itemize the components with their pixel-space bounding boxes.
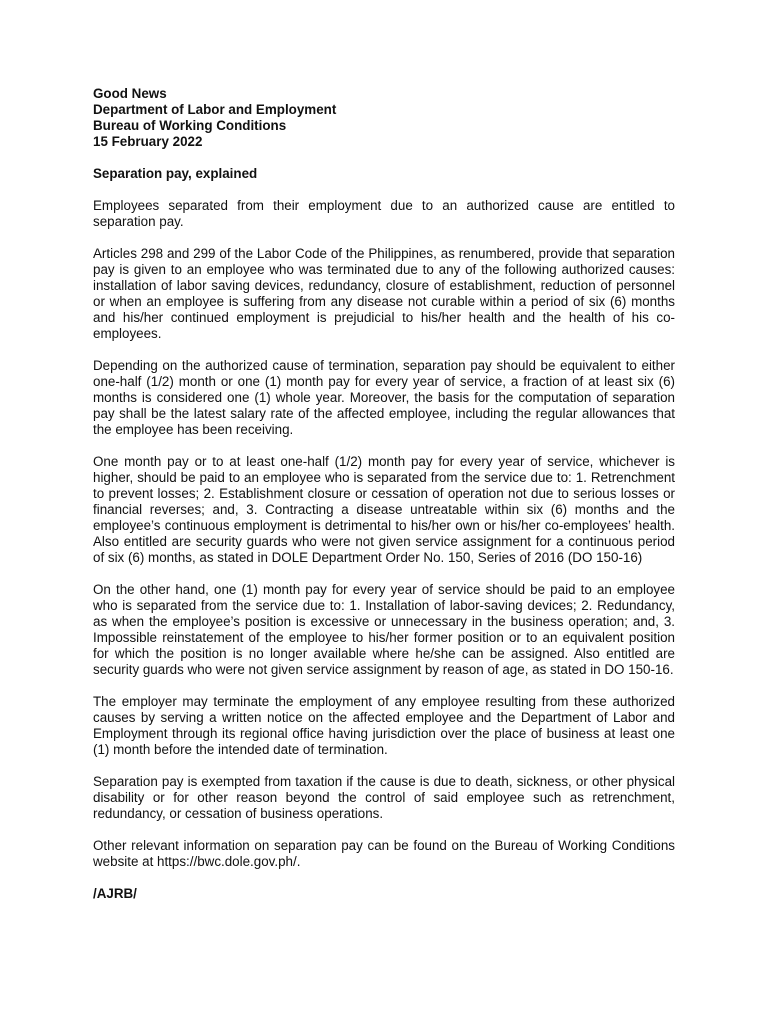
author-signature: /AJRB/ [93,886,137,901]
paragraph-6: The employer may terminate the employment of any employee resulting from these authorized causes by serving a written notice on the affected employee and the Department of Labor and Employment through its regional office having jurisdiction over the place of business at least one (1) month before the intended date of termination. [93,694,675,757]
paragraph-8: Other relevant information on separation pay can be found on the Bureau of Working Conditions website at https://bwc.dole.gov.ph/. [93,838,675,869]
document-title: Separation pay, explained [93,166,258,181]
header-department: Department of Labor and Employment [93,102,337,117]
paragraph-4: One month pay or to at least one-half (1/2) month pay for every year of service, whichever is higher, should be paid to an employee who is separated from the service due to: 1. Retrenchment to prevent losses; 2. Establishment closure or cessation of operation not due to serious losses or financial reverses; and, 3. Contracting a disease untreatable within six (6) months and the employee’s continuous employment is detrimental to his/her own or his/her co-employees’ health. Also entitled are security guards who were not given service assignment for a continuous period of six (6) months, as stated in DOLE Department Order No. 150, Series of 2016 (DO 150-16) [93,454,675,565]
paragraph-7: Separation pay is exempted from taxation if the cause is due to death, sickness, or other physical disability or for other reason beyond the control of said employee such as retrenchment, redundancy, or cessation of business operations. [93,774,675,821]
paragraph-1: Employees separated from their employment due to an authorized cause are entitled to separation pay. [93,198,675,229]
header-date: 15 February 2022 [93,134,203,149]
paragraph-2: Articles 298 and 299 of the Labor Code of the Philippines, as renumbered, provide that separation pay is given to an employee who was terminated due to any of the following authorized causes: installation of labor saving devices, redundancy, closure of establishment, reduction of personnel or when an employee is suffering from any disease not curable within a period of six (6) months and his/her continued employment is prejudicial to his/her health and the health of his co-employees. [93,246,675,341]
paragraph-5: On the other hand, one (1) month pay for every year of service should be paid to an employee who is separated from the service due to: 1. Installation of labor-saving devices; 2. Redundancy, as when the employee’s position is excessive or unnecessary in the business operation; and, 3. Impossible reinstatement of the employee to his/her former position or to an equivalent position for which the position is no longer available where he/she can be assigned. Also entitled are security guards who were not given service assignment by reason of age, as stated in DO 150-16. [93,582,675,677]
document-header [93,86,675,150]
document-page [93,86,675,902]
header-publication: Good News [93,86,167,101]
header-bureau: Bureau of Working Conditions [93,118,287,133]
paragraph-3: Depending on the authorized cause of termination, separation pay should be equivalent to either one-half (1/2) month or one (1) month pay for every year of service, a fraction of at least six (6) months is considered one (1) whole year. Moreover, the basis for the computation of separation pay shall be the latest salary rate of the affected employee, including the regular allowances that the employee has been receiving. [93,358,675,437]
document-body [93,198,675,870]
